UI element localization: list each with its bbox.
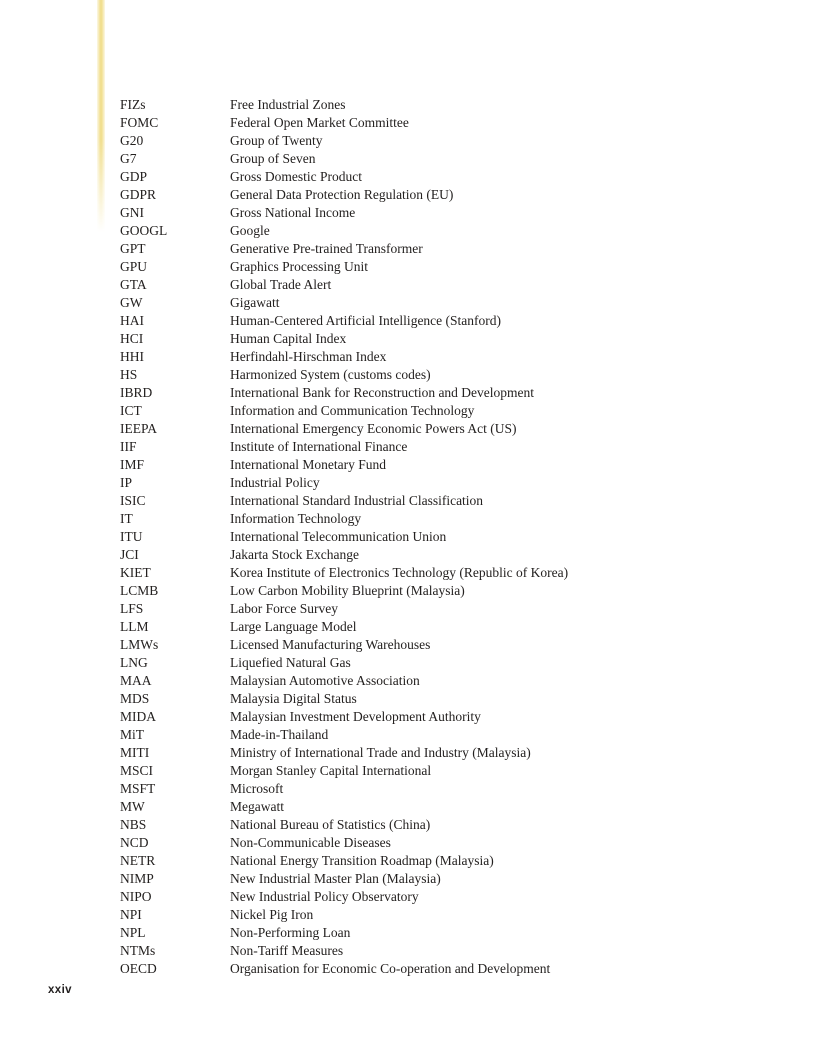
abbreviation-code: HHI <box>120 349 144 364</box>
abbreviation-definition: Liquefied Natural Gas <box>230 655 351 670</box>
abbreviation-code: HS <box>120 367 138 382</box>
abbreviation-code: ISIC <box>120 493 146 508</box>
abbreviation-definition: Graphics Processing Unit <box>230 259 368 274</box>
abbreviation-definition: International Standard Industrial Classification <box>230 493 484 508</box>
abbreviation-definition: Low Carbon Mobility Blueprint (Malaysia) <box>230 583 465 598</box>
abbreviation-definition: International Emergency Economic Powers Act (US) <box>230 421 517 436</box>
abbreviation-row <box>120 816 760 834</box>
abbreviation-row <box>120 960 760 978</box>
abbreviation-definition: Non-Tariff Measures <box>230 943 344 958</box>
abbreviation-row <box>120 564 760 582</box>
abbreviation-row <box>120 654 760 672</box>
abbreviation-row <box>120 330 760 348</box>
abbreviation-row <box>120 870 760 888</box>
abbreviation-row <box>120 924 760 942</box>
abbreviation-code: MW <box>120 799 145 814</box>
abbreviation-definition: Group of Seven <box>230 151 316 166</box>
abbreviation-definition: General Data Protection Regulation (EU) <box>230 187 454 202</box>
abbreviation-row <box>120 510 760 528</box>
abbreviation-code: LCMB <box>120 583 159 598</box>
abbreviation-definition: Microsoft <box>230 781 284 796</box>
page-number: xxiv <box>48 984 72 996</box>
abbreviation-code: LLM <box>120 619 149 634</box>
abbreviation-row <box>120 690 760 708</box>
abbreviation-code: IEEPA <box>120 421 158 436</box>
abbreviation-row <box>120 420 760 438</box>
abbreviation-code: NTMs <box>120 943 156 958</box>
abbreviation-definition: Herfindahl-Hirschman Index <box>230 349 387 364</box>
abbreviation-row <box>120 222 760 240</box>
abbreviation-definition: New Industrial Master Plan (Malaysia) <box>230 871 441 886</box>
abbreviations-list <box>120 96 760 978</box>
abbreviation-row <box>120 582 760 600</box>
abbreviation-definition: Large Language Model <box>230 619 357 634</box>
abbreviation-definition: Gross Domestic Product <box>230 169 362 184</box>
abbreviation-code: OECD <box>120 961 157 976</box>
abbreviation-row <box>120 942 760 960</box>
abbreviation-row <box>120 402 760 420</box>
abbreviation-definition: International Bank for Reconstruction and Development <box>230 385 535 400</box>
abbreviation-code: NBS <box>120 817 147 832</box>
abbreviation-definition: Human-Centered Artificial Intelligence (Stanford) <box>230 313 502 328</box>
abbreviation-code: LNG <box>120 655 148 670</box>
abbreviation-row <box>120 888 760 906</box>
abbreviation-definition: Non-Communicable Diseases <box>230 835 391 850</box>
abbreviation-definition: Malaysian Investment Development Authority <box>230 709 481 724</box>
abbreviation-code: GPU <box>120 259 148 274</box>
abbreviation-code: NPI <box>120 907 142 922</box>
abbreviation-row <box>120 276 760 294</box>
abbreviation-code: LFS <box>120 601 144 616</box>
abbreviation-row <box>120 132 760 150</box>
abbreviation-definition: Industrial Policy <box>230 475 320 490</box>
abbreviation-code: MITI <box>120 745 150 760</box>
abbreviation-definition: Google <box>230 223 270 238</box>
abbreviation-code: ITU <box>120 529 143 544</box>
abbreviation-definition: Licensed Manufacturing Warehouses <box>230 637 431 652</box>
abbreviation-row <box>120 636 760 654</box>
abbreviation-code: LMWs <box>120 637 159 652</box>
abbreviation-code: MIDA <box>120 709 156 724</box>
abbreviation-code: G20 <box>120 133 144 148</box>
abbreviation-code: GDPR <box>120 187 157 202</box>
abbreviation-row <box>120 492 760 510</box>
abbreviation-code: IMF <box>120 457 145 472</box>
abbreviation-definition: Organisation for Economic Co-operation and Development <box>230 961 551 976</box>
abbreviation-definition: Information and Communication Technology <box>230 403 475 418</box>
abbreviation-row <box>120 798 760 816</box>
abbreviation-definition: Non-Performing Loan <box>230 925 351 940</box>
abbreviation-row <box>120 834 760 852</box>
abbreviation-row <box>120 204 760 222</box>
abbreviation-code: HAI <box>120 313 144 328</box>
abbreviation-row <box>120 744 760 762</box>
abbreviation-row <box>120 852 760 870</box>
abbreviation-definition: Jakarta Stock Exchange <box>230 547 359 562</box>
abbreviation-row <box>120 186 760 204</box>
abbreviation-definition: Gross National Income <box>230 205 356 220</box>
abbreviation-definition: Human Capital Index <box>230 331 347 346</box>
abbreviation-definition: Malaysia Digital Status <box>230 691 357 706</box>
abbreviation-row <box>120 240 760 258</box>
abbreviation-code: NETR <box>120 853 156 868</box>
abbreviation-row <box>120 672 760 690</box>
abbreviation-definition: New Industrial Policy Observatory <box>230 889 419 904</box>
abbreviation-row <box>120 348 760 366</box>
abbreviation-code: G7 <box>120 151 137 166</box>
abbreviation-code: NIMP <box>120 871 154 886</box>
abbreviation-row <box>120 600 760 618</box>
abbreviation-definition: Ministry of International Trade and Industry (Malaysia) <box>230 745 531 760</box>
abbreviation-definition: Made-in-Thailand <box>230 727 329 742</box>
abbreviation-code: FOMC <box>120 115 159 130</box>
abbreviation-code: GOOGL <box>120 223 168 238</box>
abbreviation-definition: National Bureau of Statistics (China) <box>230 817 431 832</box>
abbreviation-row <box>120 528 760 546</box>
abbreviation-definition: Harmonized System (customs codes) <box>230 367 431 382</box>
abbreviation-definition: Institute of International Finance <box>230 439 408 454</box>
abbreviation-code: MAA <box>120 673 152 688</box>
abbreviation-code: MSFT <box>120 781 156 796</box>
abbreviation-code: IIF <box>120 439 137 454</box>
abbreviation-code: HCI <box>120 331 144 346</box>
abbreviation-row <box>120 150 760 168</box>
abbreviation-row <box>120 456 760 474</box>
abbreviation-code: GW <box>120 295 143 310</box>
abbreviation-code: NCD <box>120 835 149 850</box>
abbreviation-row <box>120 366 760 384</box>
abbreviation-definition: Group of Twenty <box>230 133 323 148</box>
abbreviation-definition: National Energy Transition Roadmap (Malaysia) <box>230 853 494 868</box>
abbreviation-code: NPL <box>120 925 146 940</box>
abbreviation-code: MSCI <box>120 763 154 778</box>
abbreviation-definition: Generative Pre-trained Transformer <box>230 241 423 256</box>
abbreviation-row <box>120 546 760 564</box>
abbreviation-definition: Morgan Stanley Capital International <box>230 763 432 778</box>
abbreviation-code: MiT <box>120 727 145 742</box>
abbreviation-code: KIET <box>120 565 151 580</box>
abbreviation-row <box>120 312 760 330</box>
abbreviation-code: NIPO <box>120 889 152 904</box>
abbreviation-code: JCI <box>120 547 139 562</box>
abbreviation-definition: Korea Institute of Electronics Technology (Republic of Korea) <box>230 565 569 580</box>
abbreviation-row <box>120 726 760 744</box>
abbreviation-row <box>120 906 760 924</box>
accent-bar <box>97 0 105 232</box>
abbreviation-code: MDS <box>120 691 150 706</box>
abbreviation-row <box>120 762 760 780</box>
abbreviation-definition: Information Technology <box>230 511 362 526</box>
abbreviation-row <box>120 618 760 636</box>
abbreviation-definition: Global Trade Alert <box>230 277 332 292</box>
abbreviation-definition: Gigawatt <box>230 295 280 310</box>
abbreviation-definition: International Telecommunication Union <box>230 529 447 544</box>
abbreviation-code: ICT <box>120 403 142 418</box>
abbreviation-code: GTA <box>120 277 147 292</box>
abbreviation-code: IBRD <box>120 385 153 400</box>
abbreviation-row <box>120 168 760 186</box>
abbreviation-row <box>120 384 760 402</box>
abbreviation-row <box>120 780 760 798</box>
abbreviation-definition: International Monetary Fund <box>230 457 386 472</box>
abbreviation-code: GNI <box>120 205 144 220</box>
abbreviation-definition: Free Industrial Zones <box>230 97 346 112</box>
abbreviation-row <box>120 258 760 276</box>
abbreviation-definition: Malaysian Automotive Association <box>230 673 420 688</box>
abbreviation-code: IP <box>120 475 133 490</box>
abbreviation-row <box>120 294 760 312</box>
abbreviation-definition: Nickel Pig Iron <box>230 907 314 922</box>
abbreviation-row <box>120 438 760 456</box>
abbreviation-row <box>120 114 760 132</box>
abbreviation-definition: Megawatt <box>230 799 284 814</box>
abbreviation-code: IT <box>120 511 133 526</box>
abbreviation-definition: Labor Force Survey <box>230 601 338 616</box>
abbreviation-definition: Federal Open Market Committee <box>230 115 409 130</box>
abbreviation-row <box>120 708 760 726</box>
abbreviation-code: FIZs <box>120 97 146 112</box>
abbreviation-row <box>120 474 760 492</box>
abbreviation-code: GDP <box>120 169 148 184</box>
abbreviation-code: GPT <box>120 241 146 256</box>
abbreviation-row <box>120 96 760 114</box>
